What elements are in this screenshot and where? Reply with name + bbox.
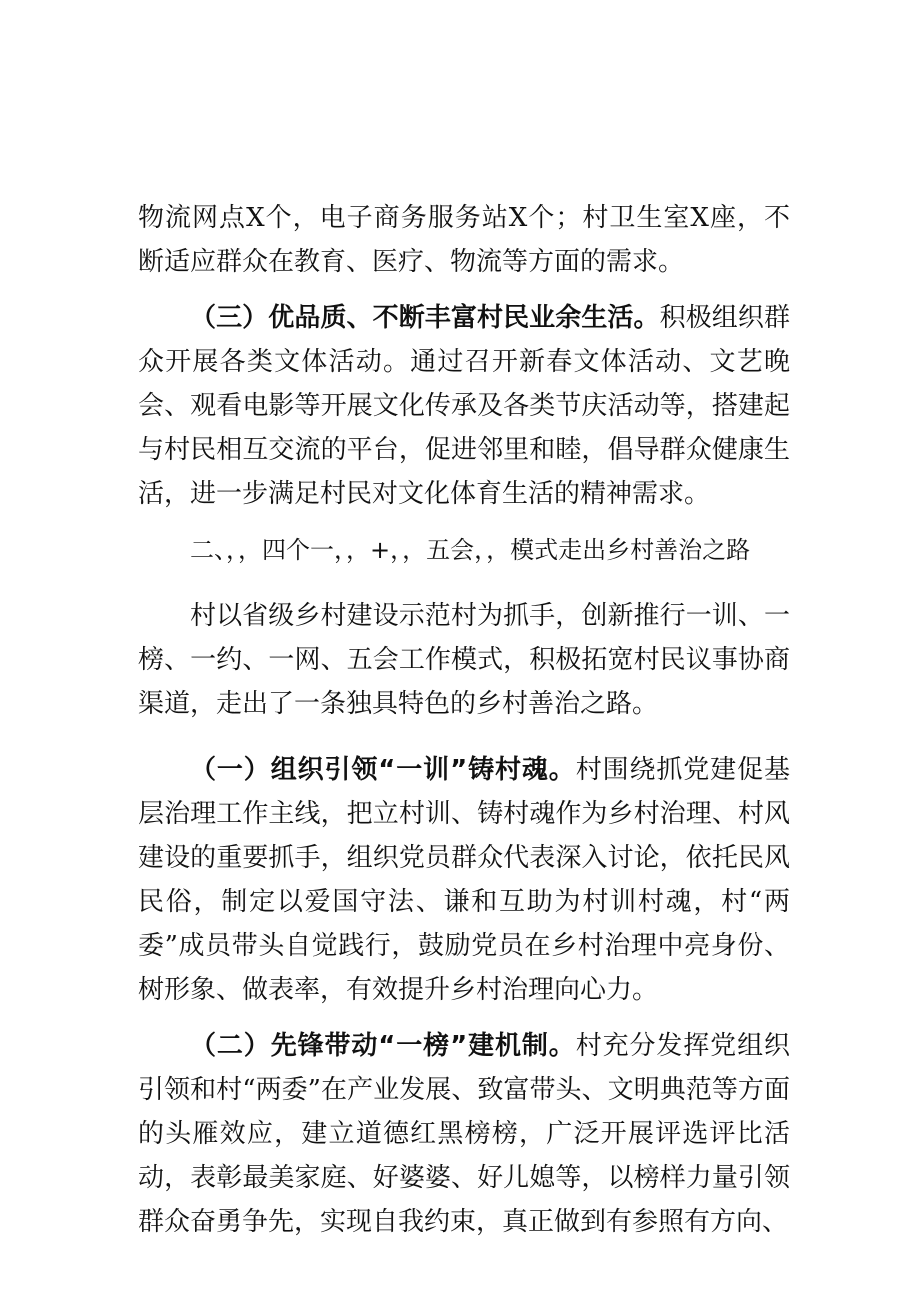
spacer [138, 1012, 790, 1024]
paragraph-text: 村充分发挥党组织引领和村“两委”在产业发展、致富带头、文明典范等方面的头雁效应，建立道德红黑榜榜，广泛开展评选评比活动，表彰最美家庭、好婆婆、好儿媳等，以榜样力量引领群众奋勇争先，实现自我约束，真正做到有参照有方向、 [138, 1031, 790, 1237]
paragraph-continued [138, 196, 790, 284]
spacer [138, 572, 790, 594]
section-heading: 二、，，四个一，，+，，五会，，模式走出乡村善治之路 [190, 536, 751, 564]
spacer [138, 284, 790, 296]
spacer [138, 516, 790, 528]
document-body [138, 196, 790, 1244]
paragraph-section-1 [138, 748, 790, 1012]
paragraph-lead: （一）组织引领“一训”铸村魂。 [190, 755, 576, 785]
paragraph-intro [138, 594, 790, 726]
paragraph-text: 村围绕抓党建促基层治理工作主线，把立村训、铸村魂作为乡村治理、村风建设的重要抓手，组织党员群众代表深入讨论，依托民风民俗，制定以爱国守法、谦和互助为村训村魂，村“两委”成员带头自觉践行，鼓励党员在乡村治理中亮身份、树形象、做表率，有效提升乡村治理向心力。 [138, 755, 790, 1005]
paragraph-text: 物流网点X个，电子商务服务站X个；村卫生室X座，不断适应群众在教育、医疗、物流等方面的需求。 [138, 203, 790, 277]
spacer [138, 726, 790, 748]
paragraph-section-3 [138, 296, 790, 516]
paragraph-text: 积极组织群众开展各类文体活动。通过召开新春文体活动、文艺晚会、观看电影等开展文化传承及各类节庆活动等，搭建起与村民相互交流的平台，促进邻里和睦，倡导群众健康生活，进一步满足村民对文化体育生活的精神需求。 [138, 303, 790, 509]
paragraph-section-2 [138, 1024, 790, 1244]
paragraph-text: 村以省级乡村建设示范村为抓手，创新推行一训、一榜、一约、一网、五会工作模式，积极拓宽村民议事协商渠道，走出了一条独具特色的乡村善治之路。 [138, 601, 790, 719]
paragraph-lead: （三）优品质、不断丰富村民业余生活。 [190, 303, 660, 333]
paragraph-lead: （二）先锋带动“一榜”建机制。 [190, 1031, 576, 1061]
